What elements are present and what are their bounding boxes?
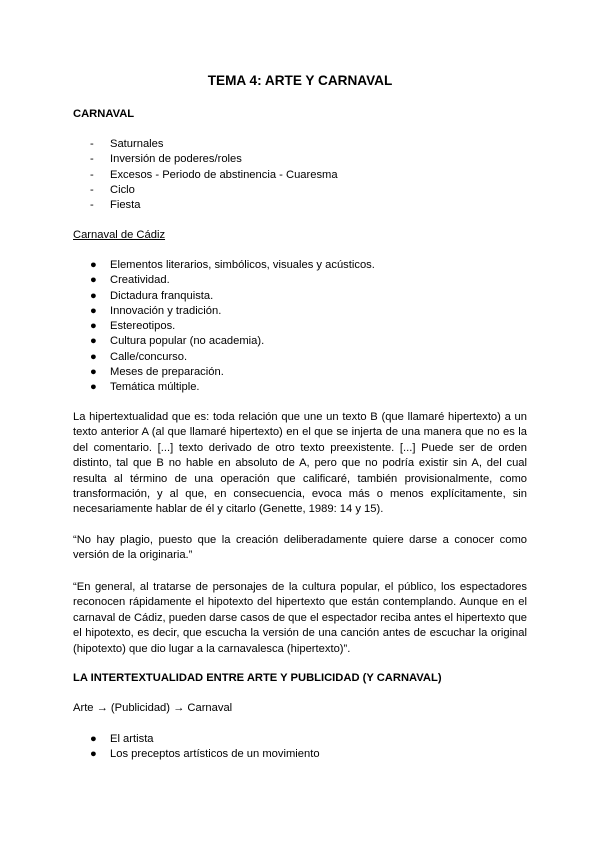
paragraph-plagio-quote: “No hay plagio, puesto que la creación deliberadamente quiere darse a conocer como versión de la originaria.”: [73, 534, 527, 562]
bullet-icon: ●: [90, 335, 97, 348]
dash-marker: -: [90, 183, 94, 196]
paragraph-cultura-popular-quote: “En general, al tratarse de personajes de la cultura popular, el público, los espectadores reconocen rápidamente el hipotexto del hipertexto que están contemplando. Aunque en el carnaval de Cádiz, pueden darse casos de que el espectador reciba antes el hipertexto que el hipotexto, es decir, que escucha la versión de una canción antes de escuchar la original (hipotexto) que dio lugar a la carnavalesca (hipertexto)”.: [73, 581, 528, 655]
page-title: TEMA 4: ARTE Y CARNAVAL: [207, 73, 393, 88]
bullet-icon: ●: [90, 289, 97, 302]
dash-marker: -: [90, 138, 94, 150]
bullet-icon: ●: [90, 733, 97, 745]
paragraph-hipertextualidad: La hipertextualidad que es: toda relación que une un texto B (que llamaré hipertexto) a un texto anterior A (al que llamaré hipertexto) en el que se injerta de una manera que no es la del comentario. [...] texto derivado de otro texto preexistente. [...] Puede ser de orden distinto, tal que B no hable en absoluto de A, pero que no podría existir sin A, del cual resulta al término de una operación que calificaré, también provisionalmente, como transformación, y al que, en consecuencia, evoca más o menos explícitamente, sin necesariamente hablar de él y citarlo (Genette, 1989: 14 y 15).: [73, 411, 527, 516]
flow-line: Arte → (Publicidad) → Carnaval: [73, 702, 233, 714]
section-heading-carnaval: CARNAVAL: [73, 108, 135, 120]
bullet-icon: ●: [90, 748, 97, 761]
bullet-icon: ●: [90, 320, 97, 333]
document-page: TEMA 4: ARTE Y CARNAVAL CARNAVAL - Saturnales - Inversión de poderes/roles - Excesos - Periodo de abstinencia - Cuaresma - Ciclo - Fiesta Carnaval de Cádiz ● Elementos literarios, simbólicos, visuales y acústicos. ● Creatividad. ● Dictadura franquista. ● Innovación y tradición. ● Estereotipos. ● Cultura popular (no academia). ● Calle/concurso. ● Meses de preparación. ● Temática múltiple. La hipertextualidad que es: toda relación que une un texto B (que llamaré hipertexto) a un texto anterior A (al que llamaré hipertexto) en el que se injerta de una manera que no es la del comentario. [...] texto derivado de otro texto preexistente. [...] Puede ser de orden distinto, tal que B no hable en absoluto de A, pero que no podría existir sin A, del cual resulta al término de una operación que calificaré, también provisionalmente, como transformación, y al que, en consecuencia, evoca más o menos explícitamente, sin necesariamente hablar de él y citarlo (Genette, 1989: 14 y 15). “No hay plagio, puesto que la creación deliberadamente quiere darse a conocer como versión de la originaria.” “En general, al tratarse de personajes de la cultura popular, el público, los espectadores reconocen rápidamente el hipotexto del hipertexto que están contemplando. Aunque en el carnaval de Cádiz, pueden darse casos de que el espectador reciba antes el hipertexto que el hipotexto, es decir, que escucha la versión de una canción antes de escuchar la original (hipotexto) que dio lugar a la carnavalesca (hipertexto)”. LA INTERTEXTUALIDAD ENTRE ARTE Y PUBLICIDAD (Y CARNAVAL) Arte → (Publicidad) → Carnaval ● El artista ● Los preceptos artísticos de un movimiento: [0, 0, 600, 848]
bullet-icon: ●: [90, 350, 97, 363]
bullet-icon: ●: [90, 381, 97, 394]
bullet-icon: ●: [90, 259, 97, 271]
dash-marker: -: [90, 168, 94, 181]
subheading-carnaval-cadiz: Carnaval de Cádiz: [73, 229, 166, 241]
section-heading-intertextualidad: LA INTERTEXTUALIDAD ENTRE ARTE Y PUBLICIDAD (Y CARNAVAL): [73, 672, 442, 684]
bullet-icon: ●: [90, 274, 97, 287]
bullet-icon: ●: [90, 304, 97, 317]
dash-marker: -: [90, 199, 94, 212]
bullet-icon: ●: [90, 366, 97, 379]
dash-marker: -: [90, 153, 94, 166]
